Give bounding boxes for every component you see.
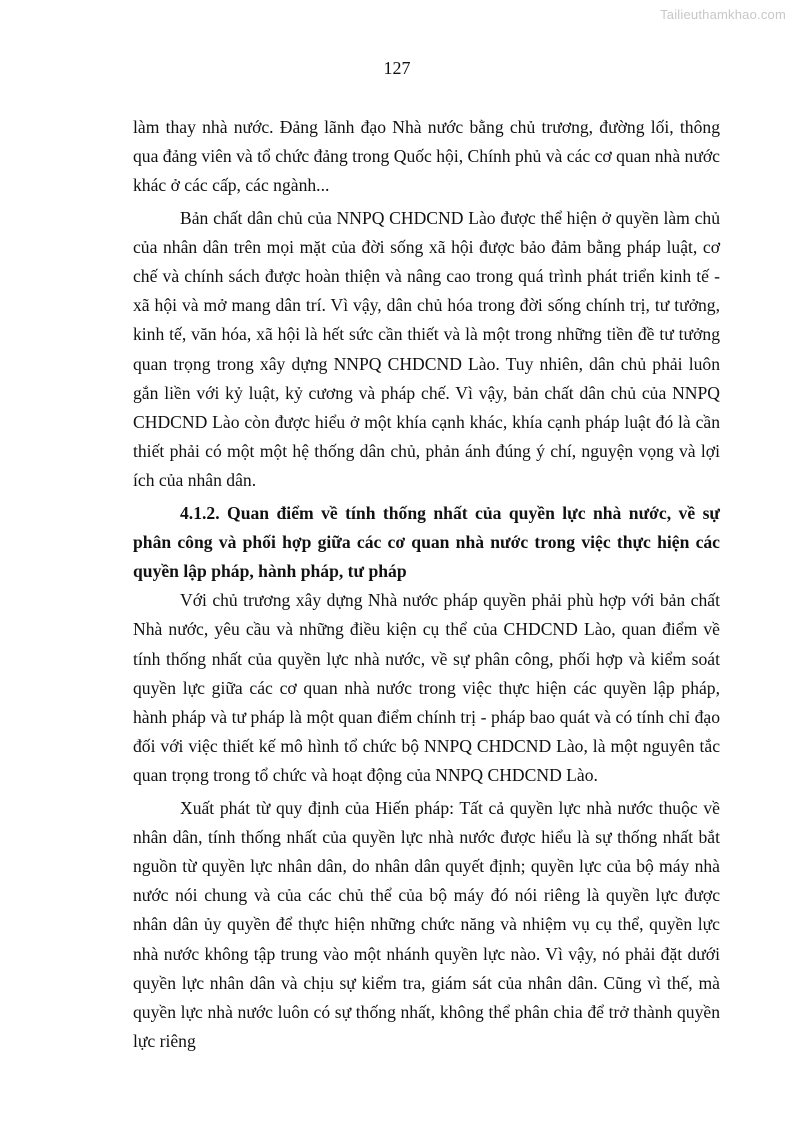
page-number: 127: [383, 58, 411, 78]
document-body: [133, 113, 720, 1057]
section-heading-4-1-2: 4.1.2. Quan điểm về tính thống nhất của quyền lực nhà nước, về sự phân công và phối hợp giữa các cơ quan nhà nước trong việc thực hiện các quyền lập pháp, hành pháp, tư pháp: [133, 502, 720, 582]
paragraph-unity-of-power: Với chủ trương xây dựng Nhà nước pháp quyền phải phù hợp với bản chất Nhà nước, yêu cầu và những điều kiện cụ thể của CHDCND Lào, quan điểm về tính thống nhất của quyền lực nhà nước, về sự phân công, phối hợp và kiểm soát quyền lực giữa các cơ quan nhà nước trong việc thực hiện các quyền lập pháp, hành pháp và tư pháp là một quan điểm chính trị - pháp bao quát và có tính chỉ đạo đối với việc thiết kế mô hình tổ chức bộ NNPQ CHDCND Lào, là một nguyên tắc quan trọng trong tổ chức và hoạt động của NNPQ CHDCND Lào.: [133, 590, 720, 786]
paragraph-constitution-origin: Xuất phát từ quy định của Hiến pháp: Tất cả quyền lực nhà nước thuộc về nhân dân, tính thống nhất của quyền lực nhà nước được hiểu là sự thống nhất bắt nguồn từ quyền lực nhân dân, do nhân dân quyết định; quyền lực của bộ máy nhà nước nói chung và của các chủ thể của bộ máy đó nói riêng là quyền lực được nhân dân ủy quyền để thực hiện những chức năng và nhiệm vụ cụ thể, quyền lực nhà nước không tập trung vào một nhánh quyền lực nào. Vì vậy, nó phải đặt dưới quyền lực nhân dân và chịu sự kiểm tra, giám sát của nhân dân. Cũng vì thế, mà quyền lực nhà nước luôn có sự thống nhất, không thể phân chia để trở thành quyền lực riêng: [133, 797, 720, 1052]
watermark: Tailieuthamkhao.com: [660, 7, 786, 22]
paragraph-continuation: làm thay nhà nước. Đảng lãnh đạo Nhà nước bằng chủ trương, đường lối, thông qua đảng viên và tổ chức đảng trong Quốc hội, Chính phủ và các cơ quan nhà nước khác ở các cấp, các ngành...: [133, 117, 720, 196]
paragraph-democracy-nature: Bản chất dân chủ của NNPQ CHDCND Lào được thể hiện ở quyền làm chủ của nhân dân trên mọi mặt của đời sống xã hội được bảo đảm bằng pháp luật, cơ chế và chính sách được hoàn thiện và nâng cao trong quá trình phát triển kinh tế - xã hội và mở mang dân trí. Vì vậy, dân chủ hóa trong đời sống chính trị, tư tưởng, kinh tế, văn hóa, xã hội là hết sức cần thiết và là một trong những tiền đề tư tưởng quan trọng trong xây dựng NNPQ CHDCND Lào. Tuy nhiên, dân chủ phải luôn gắn liền với kỷ luật, kỷ cương và pháp chế. Vì vậy, bản chất dân chủ của NNPQ CHDCND Lào còn được hiểu ở một khía cạnh khác, khía cạnh pháp luật đó là cần thiết phải có một một hệ thống dân chủ, phản ánh đúng ý chí, nguyện vọng và lợi ích của nhân dân.: [133, 207, 720, 491]
